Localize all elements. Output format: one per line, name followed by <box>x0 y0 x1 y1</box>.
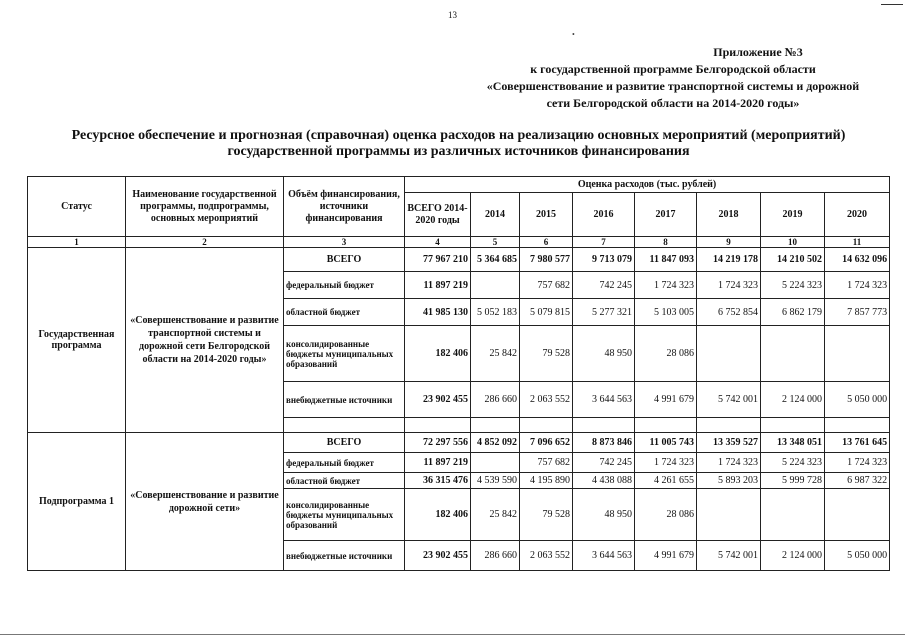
value-cell: 13 359 527 <box>697 433 761 453</box>
value-cell: 25 842 <box>471 489 520 541</box>
value-cell: 5 103 005 <box>635 299 697 326</box>
value-cell: 5 050 000 <box>825 382 890 418</box>
value-cell: 4 539 590 <box>471 473 520 489</box>
value-cell: 9 713 079 <box>573 248 635 272</box>
value-cell: 757 682 <box>520 453 573 473</box>
value-cell: 4 991 679 <box>635 382 697 418</box>
value-cell: 182 406 <box>405 489 471 541</box>
column-number: 7 <box>573 237 635 248</box>
appendix-line-1: Приложение №3 <box>713 45 803 59</box>
value-cell: 1 724 323 <box>697 272 761 299</box>
value-cell: 6 862 179 <box>761 299 825 326</box>
value-cell: 3 644 563 <box>573 382 635 418</box>
value-cell: 5 224 323 <box>761 272 825 299</box>
value-cell: 5 893 203 <box>697 473 761 489</box>
value-cell: 2 124 000 <box>761 541 825 571</box>
financing-table <box>27 176 890 571</box>
value-cell: 4 991 679 <box>635 541 697 571</box>
value-cell: 1 724 323 <box>635 272 697 299</box>
value-cell: 5 364 685 <box>471 248 520 272</box>
value-cell: 757 682 <box>520 272 573 299</box>
value-cell: 77 967 210 <box>405 248 471 272</box>
corner-mark <box>881 0 903 5</box>
value-cell: 7 980 577 <box>520 248 573 272</box>
value-cell: 48 950 <box>573 326 635 382</box>
value-cell: 1 724 323 <box>825 272 890 299</box>
header-year-2018: 2018 <box>697 193 761 237</box>
header-year-2019: 2019 <box>761 193 825 237</box>
header-total: ВСЕГО 2014-2020 годы <box>405 193 471 237</box>
document-title <box>36 128 881 160</box>
value-cell: 36 315 476 <box>405 473 471 489</box>
value-cell: 28 086 <box>635 326 697 382</box>
value-cell: 41 985 130 <box>405 299 471 326</box>
value-cell: 11 897 219 <box>405 272 471 299</box>
value-cell <box>761 489 825 541</box>
value-cell: 8 873 846 <box>573 433 635 453</box>
value-cell: 742 245 <box>573 453 635 473</box>
value-cell: 11 897 219 <box>405 453 471 473</box>
value-cell: 7 857 773 <box>825 299 890 326</box>
value-cell: 2 063 552 <box>520 382 573 418</box>
value-cell: 182 406 <box>405 326 471 382</box>
value-cell <box>697 326 761 382</box>
appendix-line-2: к государственной программе Белгородской области <box>530 62 816 76</box>
value-cell: 3 644 563 <box>573 541 635 571</box>
header-year-2020: 2020 <box>825 193 890 237</box>
source-cell: ВСЕГО <box>284 433 405 453</box>
scan-dot: • <box>572 30 575 39</box>
value-cell: 5 277 321 <box>573 299 635 326</box>
appendix-line-3: «Совершенствование и развитие транспортной системы и дорожной <box>486 79 860 93</box>
appendix-header <box>463 44 883 112</box>
value-cell: 6 987 322 <box>825 473 890 489</box>
value-cell: 79 528 <box>520 326 573 382</box>
program-name-cell: «Совершенствование и развитие транспортной системы и дорожной сети Белгородской области на 2014-2020 годы» <box>126 248 284 433</box>
value-cell: 48 950 <box>573 489 635 541</box>
value-cell: 5 050 000 <box>825 541 890 571</box>
value-cell <box>471 272 520 299</box>
header-estimate: Оценка расходов (тыс. рублей) <box>405 177 890 193</box>
source-cell: внебюджетные источники <box>284 382 405 418</box>
value-cell: 286 660 <box>471 382 520 418</box>
source-cell: консолидированные бюджеты муниципальных образований <box>284 489 405 541</box>
column-number: 1 <box>28 237 126 248</box>
value-cell: 5 742 001 <box>697 541 761 571</box>
source-cell: федеральный бюджет <box>284 272 405 299</box>
value-cell: 4 195 890 <box>520 473 573 489</box>
source-cell: консолидированные бюджеты муниципальных образований <box>284 326 405 382</box>
value-cell <box>825 326 890 382</box>
source-cell: областной бюджет <box>284 299 405 326</box>
value-cell: 1 724 323 <box>825 453 890 473</box>
value-cell: 11 005 743 <box>635 433 697 453</box>
column-number: 11 <box>825 237 890 248</box>
value-cell: 79 528 <box>520 489 573 541</box>
value-cell: 4 261 655 <box>635 473 697 489</box>
header-name: Наименование государственной программы, подпрограммы, основных мероприятий <box>126 177 284 237</box>
value-cell: 4 438 088 <box>573 473 635 489</box>
header-year-2016: 2016 <box>573 193 635 237</box>
value-cell <box>825 489 890 541</box>
value-cell: 14 219 178 <box>697 248 761 272</box>
value-cell: 14 632 096 <box>825 248 890 272</box>
column-number-row <box>28 237 890 248</box>
source-cell: областной бюджет <box>284 473 405 489</box>
value-cell: 5 079 815 <box>520 299 573 326</box>
header-year-2014: 2014 <box>471 193 520 237</box>
table-row <box>28 433 890 453</box>
column-number: 9 <box>697 237 761 248</box>
value-cell: 5 742 001 <box>697 382 761 418</box>
value-cell: 1 724 323 <box>697 453 761 473</box>
status-cell: Подпрограмма 1 <box>28 433 126 571</box>
title-line-1: Ресурсное обеспечение и прогнозная (справочная) оценка расходов на реализацию основных мероприятий (мероприятий) <box>71 128 846 143</box>
column-number: 8 <box>635 237 697 248</box>
value-cell: 4 852 092 <box>471 433 520 453</box>
value-cell: 7 096 652 <box>520 433 573 453</box>
header-status: Статус <box>28 177 126 237</box>
value-cell: 13 348 051 <box>761 433 825 453</box>
value-cell: 1 724 323 <box>635 453 697 473</box>
value-cell: 5 999 728 <box>761 473 825 489</box>
value-cell <box>761 326 825 382</box>
source-cell: ВСЕГО <box>284 248 405 272</box>
value-cell: 6 752 854 <box>697 299 761 326</box>
value-cell: 5 224 323 <box>761 453 825 473</box>
value-cell: 2 124 000 <box>761 382 825 418</box>
appendix-line-4: сети Белгородской области на 2014-2020 годы» <box>546 96 800 110</box>
table-row <box>28 248 890 272</box>
value-cell: 286 660 <box>471 541 520 571</box>
column-number: 2 <box>126 237 284 248</box>
title-line-2: государственной программы из различных источников финансирования <box>227 144 690 159</box>
value-cell: 14 210 502 <box>761 248 825 272</box>
header-year-2017: 2017 <box>635 193 697 237</box>
header-volume: Объём финансирования, источники финансирования <box>284 177 405 237</box>
column-number: 10 <box>761 237 825 248</box>
source-cell: внебюджетные источники <box>284 541 405 571</box>
program-name-cell: «Совершенствование и развитие дорожной сети» <box>126 433 284 571</box>
column-number: 4 <box>405 237 471 248</box>
page-number: 13 <box>448 10 457 20</box>
value-cell: 72 297 556 <box>405 433 471 453</box>
value-cell: 5 052 183 <box>471 299 520 326</box>
source-cell: федеральный бюджет <box>284 453 405 473</box>
value-cell <box>697 489 761 541</box>
value-cell: 23 902 455 <box>405 382 471 418</box>
column-number: 5 <box>471 237 520 248</box>
value-cell: 2 063 552 <box>520 541 573 571</box>
header-year-2015: 2015 <box>520 193 573 237</box>
status-cell: Государственная программа <box>28 248 126 433</box>
column-number: 6 <box>520 237 573 248</box>
value-cell: 28 086 <box>635 489 697 541</box>
value-cell <box>471 453 520 473</box>
value-cell: 23 902 455 <box>405 541 471 571</box>
value-cell: 25 842 <box>471 326 520 382</box>
value-cell: 13 761 645 <box>825 433 890 453</box>
value-cell: 742 245 <box>573 272 635 299</box>
value-cell: 11 847 093 <box>635 248 697 272</box>
column-number: 3 <box>284 237 405 248</box>
